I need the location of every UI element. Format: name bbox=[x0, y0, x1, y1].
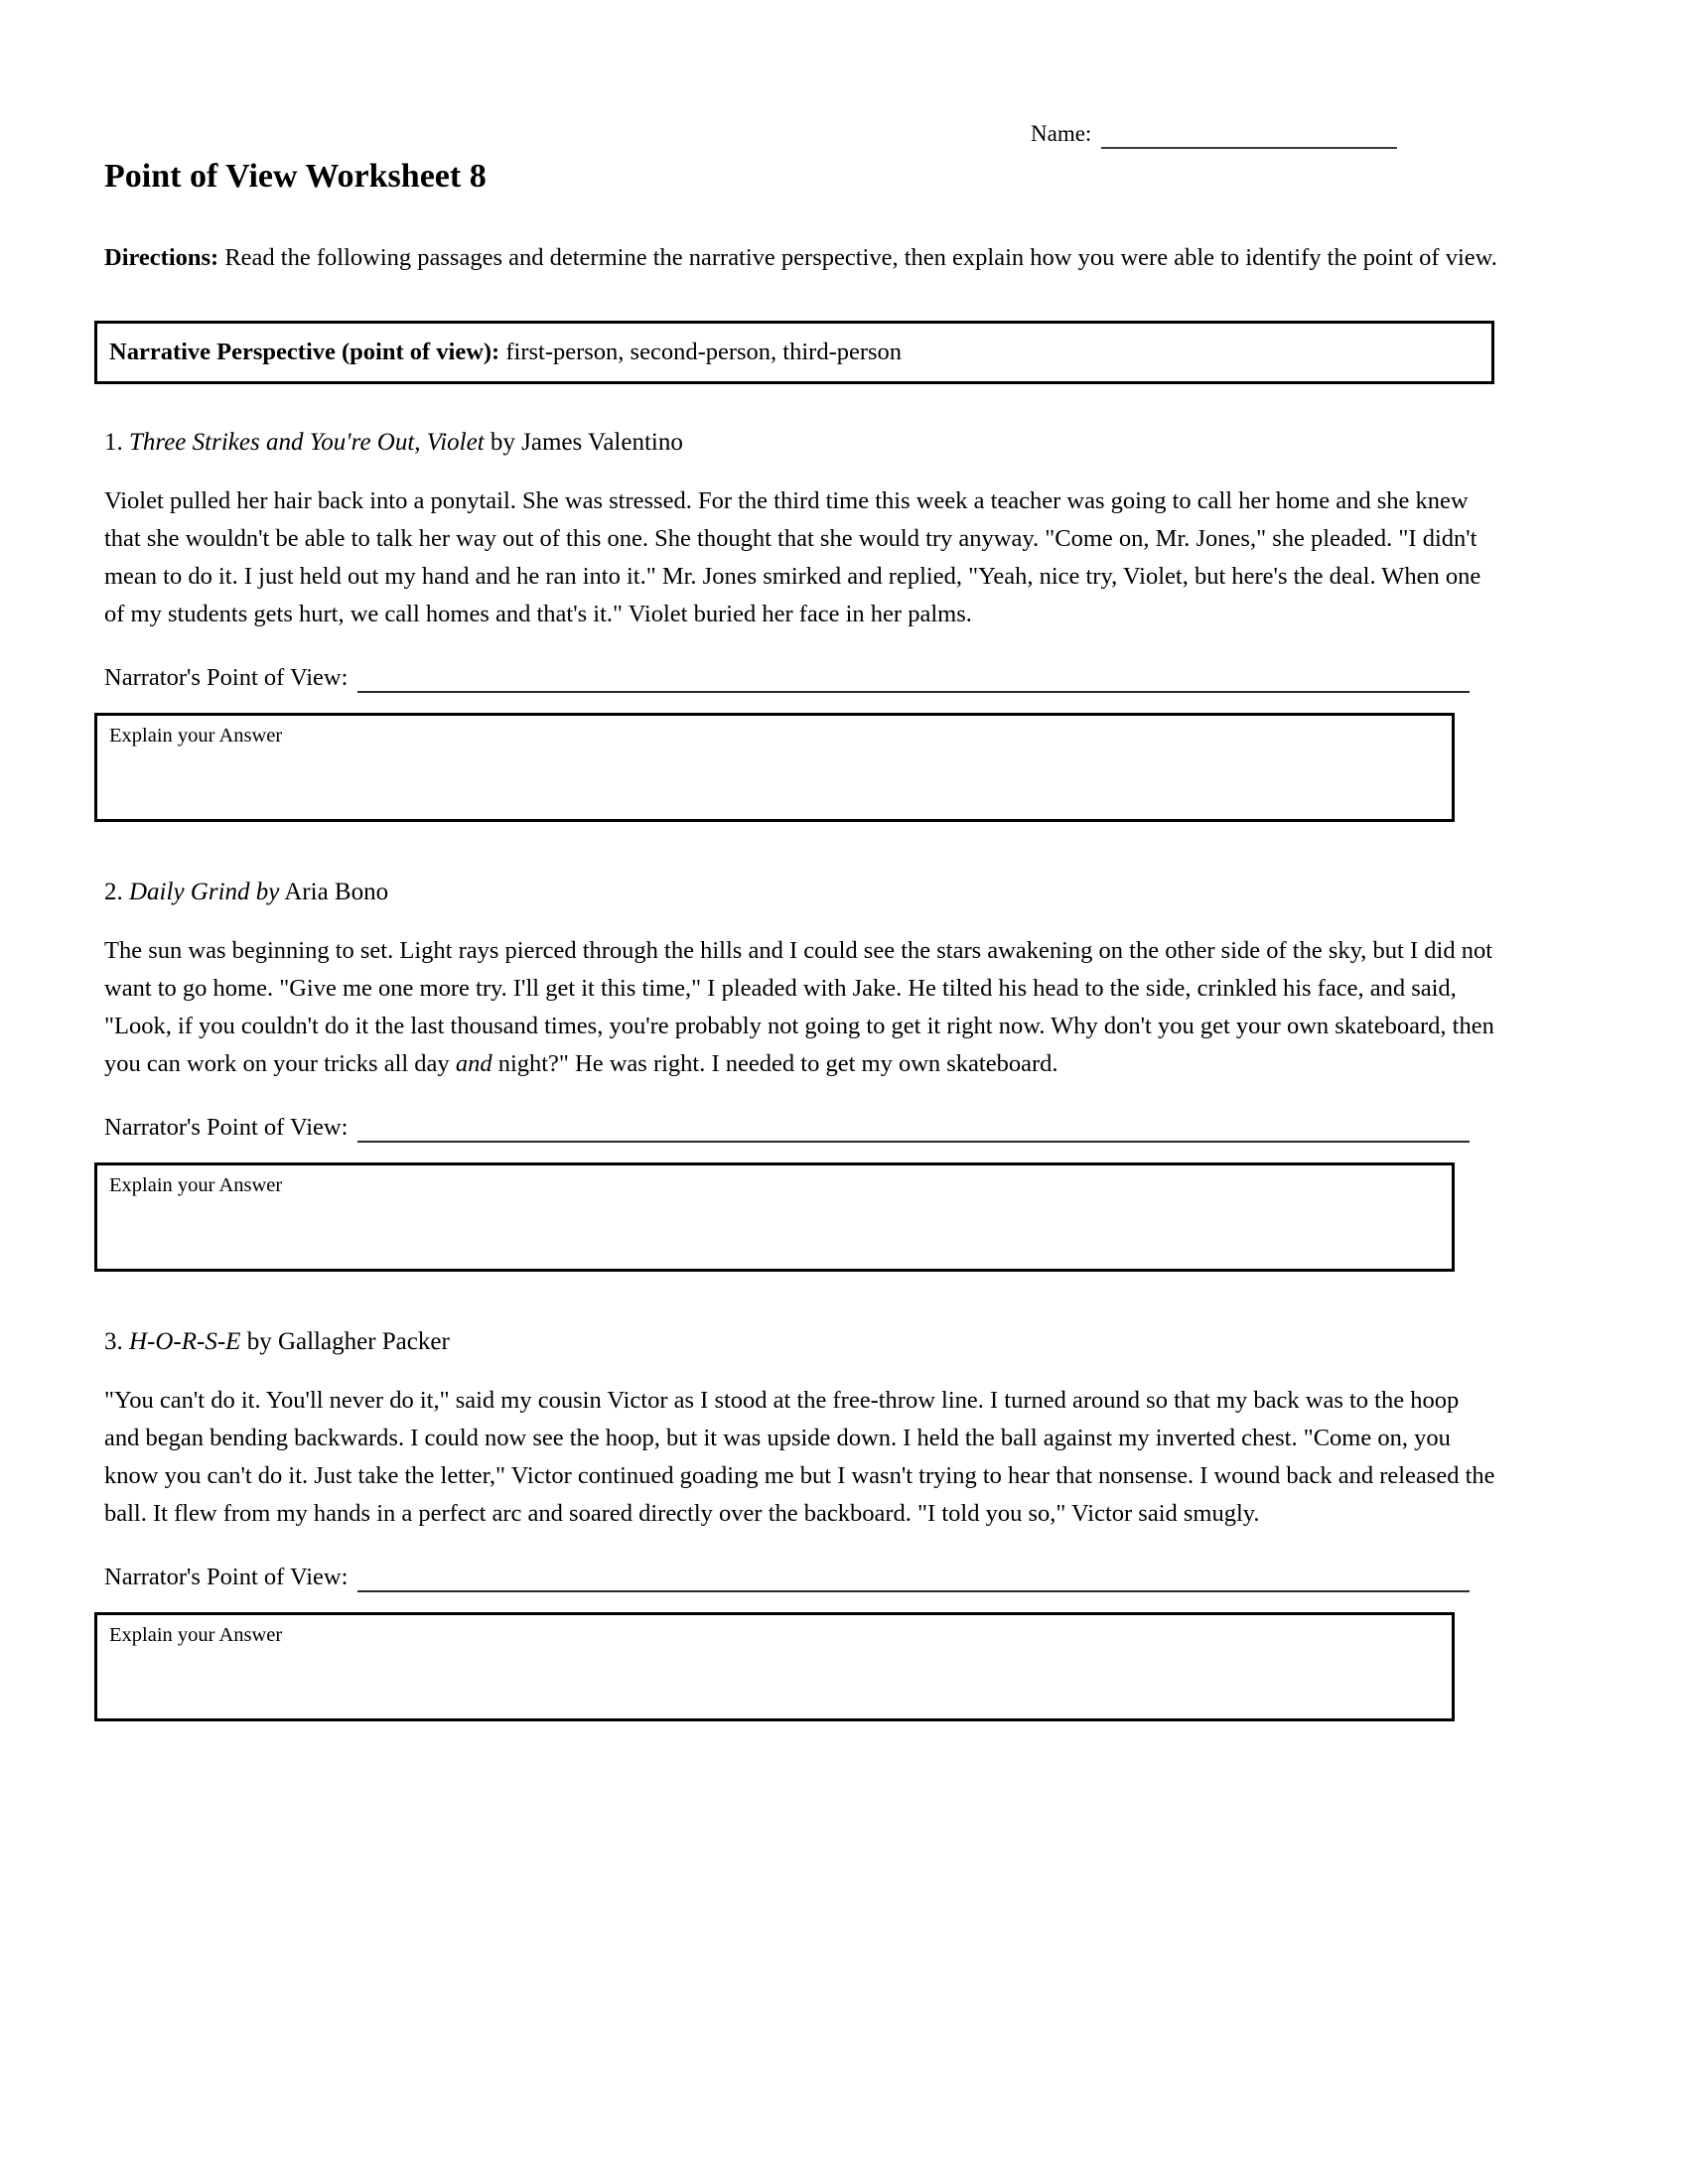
explain-label: Explain your Answer bbox=[109, 725, 283, 747]
passage-byline: by James Valentino bbox=[484, 429, 683, 456]
directions-text: Read the following passages and determine the narrative perspective, then explain how you were able to identify the point of view. bbox=[218, 244, 1497, 271]
passage-body-text: The sun was beginning to set. Light rays pierced through the hills and I could see the stars awakening on the other side of the sky, but I did not want to go home. "Give me one more try. I'll get it this time," I pleaded with Jake. He tilted his head to the side, crinkled his face, and said, "Look, if you couldn't do it the last thousand times, you're probably not going to get it right now. Why don't you get your own skateboard, then you can work on your tricks all day bbox=[104, 937, 1494, 1077]
passage-number: 3. bbox=[104, 1328, 129, 1355]
passage-heading bbox=[104, 428, 1499, 458]
passage-heading bbox=[104, 1327, 1499, 1357]
perspective-box-label: Narrative Perspective (point of view): bbox=[109, 339, 500, 365]
pov-label: Narrator's Point of View: bbox=[104, 1114, 349, 1141]
passage-body bbox=[104, 932, 1499, 1083]
passage-body-emphasis: and bbox=[455, 1050, 492, 1077]
pov-row bbox=[104, 1113, 1470, 1143]
name-row bbox=[1031, 119, 1397, 149]
perspective-box-options: first-person, second-person, third-person bbox=[499, 339, 903, 365]
pov-label: Narrator's Point of View: bbox=[104, 1564, 349, 1590]
passage-number: 2. bbox=[104, 879, 129, 905]
passage-title: H-O-R-S-E bbox=[129, 1328, 241, 1355]
name-answer-line[interactable] bbox=[1101, 121, 1397, 149]
explain-label: Explain your Answer bbox=[109, 1174, 283, 1196]
directions bbox=[104, 239, 1499, 277]
pov-label: Narrator's Point of View: bbox=[104, 664, 349, 691]
perspective-reference-box bbox=[94, 321, 1494, 384]
directions-label: Directions: bbox=[104, 244, 219, 271]
passage-section-2 bbox=[104, 878, 1499, 1272]
passage-section-1 bbox=[104, 428, 1499, 822]
pov-row bbox=[104, 1563, 1470, 1592]
passage-byline: by Gallagher Packer bbox=[240, 1328, 450, 1355]
explain-answer-box[interactable] bbox=[94, 713, 1455, 822]
pov-answer-line[interactable] bbox=[357, 1115, 1470, 1143]
passage-body-text: night?" He was right. I needed to get my own skateboard. bbox=[492, 1050, 1058, 1077]
explain-answer-box[interactable] bbox=[94, 1612, 1455, 1721]
passage-byline: Aria Bono bbox=[279, 879, 389, 905]
pov-answer-line[interactable] bbox=[357, 1565, 1470, 1592]
passage-heading bbox=[104, 878, 1499, 907]
passage-body: "You can't do it. You'll never do it," said my cousin Victor as I stood at the free-throw line. I turned around so that my back was to the hoop and began bending backwards. I could now see the hoop, but it was upside down. I held the ball against my inverted chest. "Come on, you know you can't do it. Just take the letter," Victor continued goading me but I wasn't trying to hear that nonsense. I wound back and released the ball. It flew from my hands in a perfect arc and soared directly over the backboard. "I told you so," Victor said smugly. bbox=[104, 1387, 1495, 1527]
pov-answer-line[interactable] bbox=[357, 665, 1470, 693]
passage-body: Violet pulled her hair back into a ponytail. She was stressed. For the third time this week a teacher was going to call her home and she knew that she wouldn't be able to talk her way out of this one. She thought that she would try anyway. "Come on, Mr. Jones," she pleaded. "I didn't mean to do it. I just held out my hand and he ran into it." Mr. Jones smirked and replied, "Yeah, nice try, Violet, but here's the deal. When one of my students gets hurt, we call homes and that's it." Violet buried her face in her palms. bbox=[104, 487, 1481, 627]
passage-title: Daily Grind by bbox=[129, 879, 280, 905]
passage-section-3 bbox=[104, 1327, 1499, 1721]
explain-answer-box[interactable] bbox=[94, 1162, 1455, 1272]
pov-row bbox=[104, 663, 1470, 693]
passage-title: Three Strikes and You're Out, Violet bbox=[129, 429, 485, 456]
explain-label: Explain your Answer bbox=[109, 1624, 283, 1646]
page-title: Point of View Worksheet 8 bbox=[104, 158, 487, 195]
passage-number: 1. bbox=[104, 429, 129, 456]
name-label: Name: bbox=[1031, 121, 1092, 146]
